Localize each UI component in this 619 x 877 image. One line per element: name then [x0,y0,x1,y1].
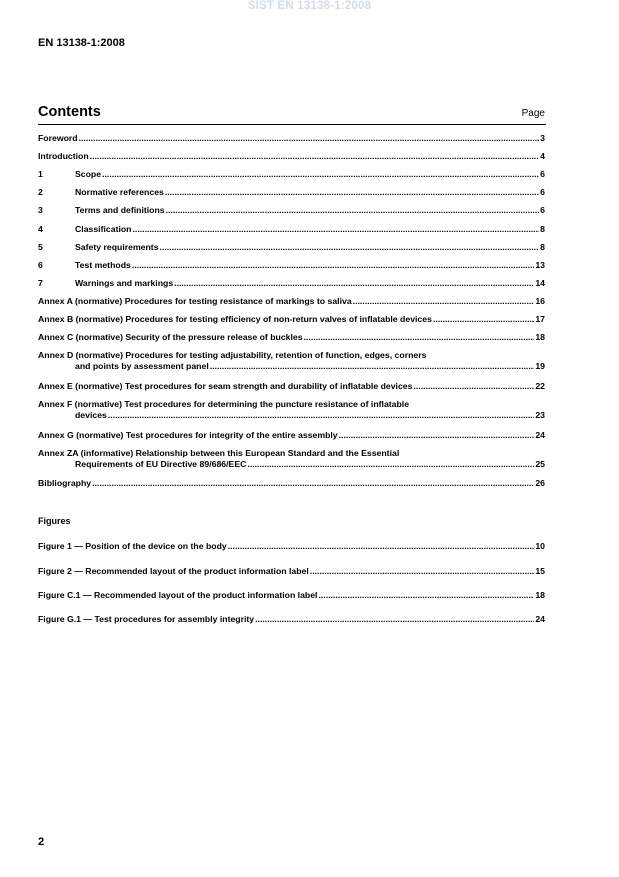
toc-entry[interactable] [38,399,545,421]
dot-leader [90,151,539,162]
toc-line-continued [38,361,545,372]
figure-title: Figure C.1 — Recommended layout of the product information label [38,590,318,600]
toc-title: Safety requirements [75,242,159,252]
toc-title: Bibliography [38,478,92,488]
dot-leader [353,296,535,307]
toc-number: 3 [38,205,43,215]
toc-line [38,399,545,410]
header-rule [38,124,546,125]
toc-entry[interactable] [38,478,545,489]
dot-leader [228,541,535,551]
toc-page: 6 [540,169,545,179]
dot-leader [108,410,534,421]
contents-title: Contents [38,104,101,120]
toc-entry[interactable] [38,430,545,441]
toc-entry[interactable] [38,187,545,198]
dot-leader [166,205,540,216]
figure-title: Figure G.1 — Test procedures for assembly integrity [38,614,255,624]
toc-title-continued: Requirements of EU Directive 89/686/EEC [75,459,247,469]
figure-entry[interactable] [38,590,545,600]
dot-leader [318,590,534,600]
toc-entry[interactable] [38,133,545,144]
toc-line [38,205,545,216]
figure-title: Figure 1 — Position of the device on the body [38,541,227,551]
figure-entry[interactable] [38,541,545,551]
toc-entry[interactable] [38,332,545,343]
dot-leader [133,224,540,235]
toc-line [38,332,545,343]
toc-entry[interactable] [38,205,545,216]
figure-page: 10 [535,541,545,551]
page-column-label: Page [521,108,545,119]
toc-line [38,169,545,180]
toc-title: Terms and definitions [75,205,165,215]
toc-line [38,278,545,289]
toc-title: Introduction [38,151,89,161]
toc-number: 6 [38,260,43,270]
toc-entry[interactable] [38,260,545,271]
document-id: EN 13138-1:2008 [38,37,125,49]
toc-title: Test methods [75,260,131,270]
page-number: 2 [38,836,45,848]
toc-title: Annex D (normative) Procedures for testing adjustability, retention of function, edges, corners [38,350,427,360]
toc-line [38,187,545,198]
toc-entry[interactable] [38,314,545,325]
toc-page: 14 [535,278,545,288]
dot-leader [310,566,535,576]
toc-line [38,314,545,325]
toc-line [38,260,545,271]
toc-title-continued: and points by assessment panel [75,361,209,371]
figure-entry[interactable] [38,614,545,624]
dot-leader [247,459,534,470]
toc-title-continued: devices [75,410,107,420]
toc-entry[interactable] [38,296,545,307]
toc-line [38,242,545,253]
dot-leader [413,381,534,392]
toc-entry[interactable] [38,169,545,180]
toc-page: 24 [535,430,545,440]
toc-title: Annex C (normative) Security of the pressure release of buckles [38,332,303,342]
toc-title: Classification [75,224,132,234]
dot-leader [339,430,535,441]
figure-page: 24 [535,614,545,624]
toc-title: Annex ZA (informative) Relationship between this European Standard and the Essential [38,448,400,458]
dot-leader [304,332,535,343]
toc-entry[interactable] [38,350,545,372]
toc-number: 4 [38,224,43,234]
toc-title: Annex G (normative) Test procedures for integrity of the entire assembly [38,430,338,440]
toc-line [38,296,545,307]
toc-number: 1 [38,169,43,179]
figure-title: Figure 2 — Recommended layout of the product information label [38,566,309,576]
toc-line [38,151,545,162]
toc-title: Annex B (normative) Procedures for testing efficiency of non-return valves of inflatable devices [38,314,432,324]
toc-line [38,478,545,489]
dot-leader [255,614,534,624]
toc-title: Annex E (normative) Test procedures for seam strength and durability of inflatable devices [38,381,413,391]
toc-number: 7 [38,278,43,288]
toc-entry[interactable] [38,151,545,162]
toc-title: Normative references [75,187,164,197]
toc-title: Foreword [38,133,78,143]
toc-entry[interactable] [38,381,545,392]
dot-leader [174,278,534,289]
toc-page: 16 [535,296,545,306]
toc-entry[interactable] [38,224,545,235]
dot-leader [165,187,539,198]
toc-entry[interactable] [38,242,545,253]
watermark: SIST EN 13138-1:2008 [247,0,372,12]
toc-line [38,381,545,392]
toc-number: 2 [38,187,43,197]
toc-title: Annex F (normative) Test procedures for determining the puncture resistance of inflatable [38,399,410,409]
toc-line [38,133,545,144]
toc-title: Scope [75,169,102,179]
toc-line-continued [38,410,545,421]
dot-leader [132,260,534,271]
toc-line [38,224,545,235]
toc-page: 25 [535,459,545,469]
dot-leader [210,361,535,372]
toc-page: 4 [540,151,545,161]
toc-page: 23 [535,410,545,420]
figure-page: 18 [535,590,545,600]
dot-leader [102,169,539,180]
toc-page: 6 [540,205,545,215]
toc-page: 8 [540,224,545,234]
toc-entry[interactable] [38,278,545,289]
toc-page: 8 [540,242,545,252]
figures-heading: Figures [38,516,71,526]
toc-page: 6 [540,187,545,197]
figure-page: 15 [535,566,545,576]
toc-number: 5 [38,242,43,252]
toc-title: Annex A (normative) Procedures for testing resistance of markings to saliva [38,296,352,306]
dot-leader [92,478,534,489]
dot-leader [79,133,540,144]
toc-line [38,350,545,361]
toc-page: 18 [535,332,545,342]
toc-line [38,430,545,441]
toc-page: 13 [535,260,545,270]
toc-page: 22 [535,381,545,391]
dot-leader [160,242,540,253]
toc-title: Warnings and markings [75,278,174,288]
toc-line [38,448,545,459]
toc-page: 19 [535,361,545,371]
toc-page: 17 [535,314,545,324]
figure-entry[interactable] [38,566,545,576]
dot-leader [433,314,534,325]
toc-entry[interactable] [38,448,545,470]
toc-line-continued [38,459,545,470]
toc-page: 3 [540,133,545,143]
toc-page: 26 [535,478,545,488]
